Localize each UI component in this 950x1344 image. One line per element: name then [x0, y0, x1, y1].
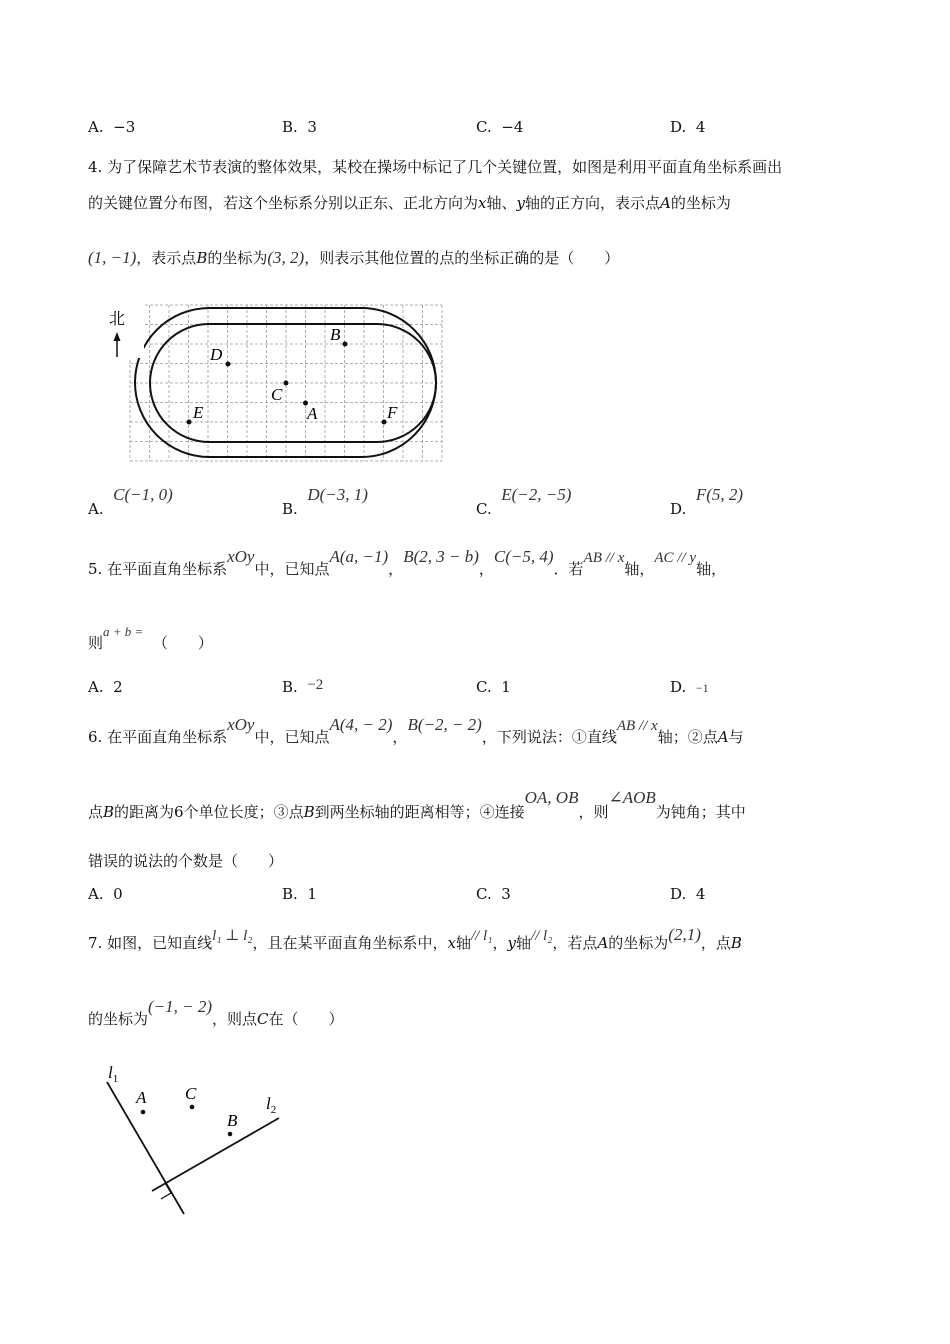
q5-stem-line1: 5. 在平面直角坐标系xOy中，已知点A(a, −1)，B(2, 3 − b)，C(−5, 4)．若AB // x轴，AC // y轴，	[88, 547, 727, 578]
q4-coord-a: (1, −1)	[88, 248, 137, 267]
q7-stem-line1: 7. 如图，已知直线l₁ ⊥ l₂，且在某平面直角坐标系中，x轴// l₁，y轴// l₂，若点A的坐标为(2,1)，点B	[88, 925, 742, 952]
q4-option-b[interactable]: B. D(−3, 1)	[282, 485, 368, 518]
q5-option-c[interactable]: C. 1	[476, 678, 511, 696]
q3-option-b[interactable]: B. 3	[282, 118, 317, 136]
q4-stem-line3: (1, −1)，表示点B的坐标为(3, 2)，则表示其他位置的点的坐标正确的是（ ）	[88, 248, 620, 267]
q7-label-l2: $l_2$	[266, 1094, 277, 1116]
q7-point-a-label: A	[136, 1088, 147, 1107]
q6-option-a[interactable]: A. 0	[88, 885, 123, 903]
q4-point-b	[343, 342, 348, 347]
q4-stem-line1: 4. 为了保障艺术节表演的整体效果，某校在操场中标记了几个关键位置，如图是利用平面直角坐标系画出	[88, 158, 783, 176]
q4-option-a[interactable]: A. C(−1, 0)	[88, 485, 173, 518]
q4-point-f	[382, 420, 387, 425]
q4-point-b-label: B	[330, 325, 341, 344]
q4-north-bg	[126, 302, 144, 358]
q6-stem-line1: 6. 在平面直角坐标系xOy中，已知点A(4, − 2)，B(−2, − 2)，下列说法：①直线AB // x轴；②点A与	[88, 715, 744, 746]
q4-point-a-label: A	[307, 404, 318, 423]
q4-stem-line2: 的关键位置分布图，若这个坐标系分别以正东、正北方向为x轴、y轴的正方向，表示点A的坐标为	[88, 194, 731, 212]
q6-stem-line3: 错误的说法的个数是（ ）	[88, 852, 284, 870]
q4-point-c-label: C	[271, 385, 283, 404]
q4-north-label: 北	[109, 311, 126, 328]
q4-point-e-label: E	[193, 403, 204, 422]
q6-option-d[interactable]: D. 4	[670, 885, 706, 903]
q7-point-b-label: B	[227, 1111, 238, 1130]
q7-label-l1: $l_1$	[108, 1063, 119, 1085]
q4-point-d-label: D	[210, 345, 223, 364]
q4-point-c	[284, 381, 289, 386]
q3-option-c[interactable]: C. −4	[476, 118, 524, 136]
q4-point-e	[187, 420, 192, 425]
q6-option-c[interactable]: C. 3	[476, 885, 511, 903]
q3-option-d[interactable]: D. 4	[670, 118, 706, 136]
q4-point-d	[226, 362, 231, 367]
q4-point-f-label: F	[387, 403, 398, 422]
q4-north-arrow-icon	[114, 332, 121, 341]
q5-stem-line2: 则a + b = （ ）	[88, 624, 213, 652]
q5-option-a[interactable]: A. 2	[88, 678, 123, 696]
q7-point-b	[228, 1132, 233, 1137]
q7-stem-line2: 的坐标为(−1, − 2)，则点C在（ ）	[88, 997, 344, 1028]
q5-option-d[interactable]: D. −1	[670, 678, 709, 696]
q4-track-figure	[100, 300, 450, 470]
q4-option-c[interactable]: C. E(−2, −5)	[476, 485, 572, 518]
q7-figure	[95, 1060, 295, 1220]
q7-point-a	[141, 1110, 146, 1115]
q3-option-a[interactable]: A. −3	[88, 118, 136, 136]
q7-line-l2	[152, 1118, 279, 1191]
q7-point-c	[190, 1105, 195, 1110]
q7-point-c-label: C	[185, 1084, 197, 1103]
q4-option-d[interactable]: D. F(5, 2)	[670, 485, 744, 518]
q5-option-b[interactable]: B. −2	[282, 677, 324, 696]
q6-option-b[interactable]: B. 1	[282, 885, 317, 903]
q6-stem-line2: 点B的距离为6个单位长度；③点B到两坐标轴的距离相等；④连接OA, OB，则∠AOB为钝角；其中	[88, 788, 746, 821]
q4-coord-b: (3, 2)	[267, 248, 305, 267]
